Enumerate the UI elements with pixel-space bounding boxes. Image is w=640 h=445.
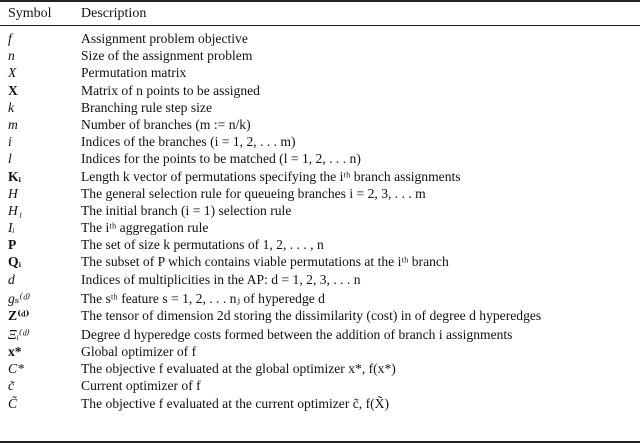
- description-cell: Branching rule step size: [81, 99, 212, 115]
- table-row: [0, 168, 640, 185]
- description-cell: The objective f evaluated at the current optimizer c̃, f(X̃): [81, 395, 389, 411]
- table-row: [0, 202, 640, 219]
- symbol-cell: k: [8, 99, 15, 115]
- table-row: [0, 253, 640, 270]
- symbol-cell: C̃: [8, 395, 18, 411]
- header-rule: [0, 25, 640, 26]
- table-row: [0, 343, 640, 360]
- table-row: [0, 82, 640, 99]
- symbol-cell: Z⁽ᵈ⁾: [8, 307, 30, 323]
- symbol-cell: i: [8, 134, 12, 150]
- description-cell: The iᵗʰ aggregation rule: [81, 220, 209, 236]
- table-row: [0, 99, 640, 116]
- table-body: [0, 30, 640, 412]
- table-row: [0, 271, 640, 288]
- symbol-cell: H₁: [8, 202, 23, 218]
- table-row: [0, 47, 640, 64]
- description-cell: The general selection rule for queueing branches i = 2, 3, . . . m: [81, 185, 426, 201]
- table-row: [0, 360, 640, 377]
- description-cell: Degree d hyperedge costs formed between the addition of branch i assignments: [81, 327, 513, 342]
- symbol-cell: Kᵢ: [8, 168, 21, 184]
- symbol-cell: c̃: [8, 378, 15, 394]
- description-cell: The set of size k permutations of 1, 2, . . . , n: [81, 237, 324, 253]
- symbol-cell: X: [8, 82, 18, 98]
- description-cell: Matrix of n points to be assigned: [81, 82, 260, 98]
- description-cell: Global optimizer of f: [81, 344, 197, 359]
- description-cell: Number of branches (m := n/k): [81, 116, 251, 132]
- symbol-cell: Ξᵢ⁽ᵈ⁾: [8, 327, 30, 342]
- table-row: [0, 133, 640, 150]
- description-cell: Indices of multiplicities in the AP: d = 1, 2, 3, . . . n: [81, 271, 361, 287]
- description-cell: Length k vector of permutations specifying the iᵗʰ branch assignments: [81, 168, 461, 184]
- table-row: [0, 236, 640, 253]
- symbol-cell: P: [8, 237, 17, 253]
- bottom-rule: [0, 441, 640, 443]
- symbol-cell: gₛ⁽ᵈ⁾: [8, 290, 31, 306]
- description-cell: The initial branch (i = 1) selection rule: [81, 202, 292, 218]
- description-cell: Permutation matrix: [81, 65, 187, 81]
- table-row: [0, 288, 640, 307]
- table-row: [0, 377, 640, 394]
- symbol-cell: x*: [8, 344, 22, 359]
- description-cell: The objective f evaluated at the global optimizer x*, f(x*): [81, 361, 396, 377]
- symbol-cell: C*: [8, 361, 24, 377]
- description-cell: Current optimizer of f: [81, 378, 201, 394]
- table-row: [0, 116, 640, 133]
- table-row: [0, 185, 640, 202]
- description-cell: The subset of P which contains viable permutations at the iᵗʰ branch: [81, 254, 449, 270]
- symbol-cell: n: [8, 48, 15, 64]
- top-rule: [0, 0, 640, 2]
- symbol-cell: l: [8, 151, 12, 167]
- description-cell: Indices for the points to be matched (l = 1, 2, . . . n): [81, 151, 361, 167]
- description-cell: The sᵗʰ feature s = 1, 2, . . . nⱼ of hyperedge d: [81, 290, 325, 306]
- table-row: [0, 307, 640, 324]
- symbol-cell: Qᵢ: [8, 254, 21, 270]
- header-description: Description: [81, 6, 147, 21]
- symbol-cell: Iᵢ: [8, 220, 15, 236]
- table-row: [0, 395, 640, 412]
- description-cell: Size of the assignment problem: [81, 48, 253, 64]
- table-row: [0, 219, 640, 236]
- description-cell: Indices of the branches (i = 1, 2, . . . m): [81, 134, 296, 150]
- symbol-cell: f: [8, 31, 12, 46]
- symbol-cell: d: [8, 271, 15, 287]
- symbol-cell: H: [8, 185, 18, 201]
- table-row: [0, 64, 640, 81]
- symbol-cell: m: [8, 116, 18, 132]
- table-row: [0, 30, 640, 47]
- description-cell: Assignment problem objective: [81, 31, 248, 46]
- header-symbol: Symbol: [8, 6, 52, 21]
- table-row: [0, 324, 640, 343]
- table-row: [0, 150, 640, 167]
- symbol-cell: X: [8, 65, 17, 81]
- description-cell: The tensor of dimension 2d storing the dissimilarity (cost) in of degree d hyperedges: [81, 307, 542, 323]
